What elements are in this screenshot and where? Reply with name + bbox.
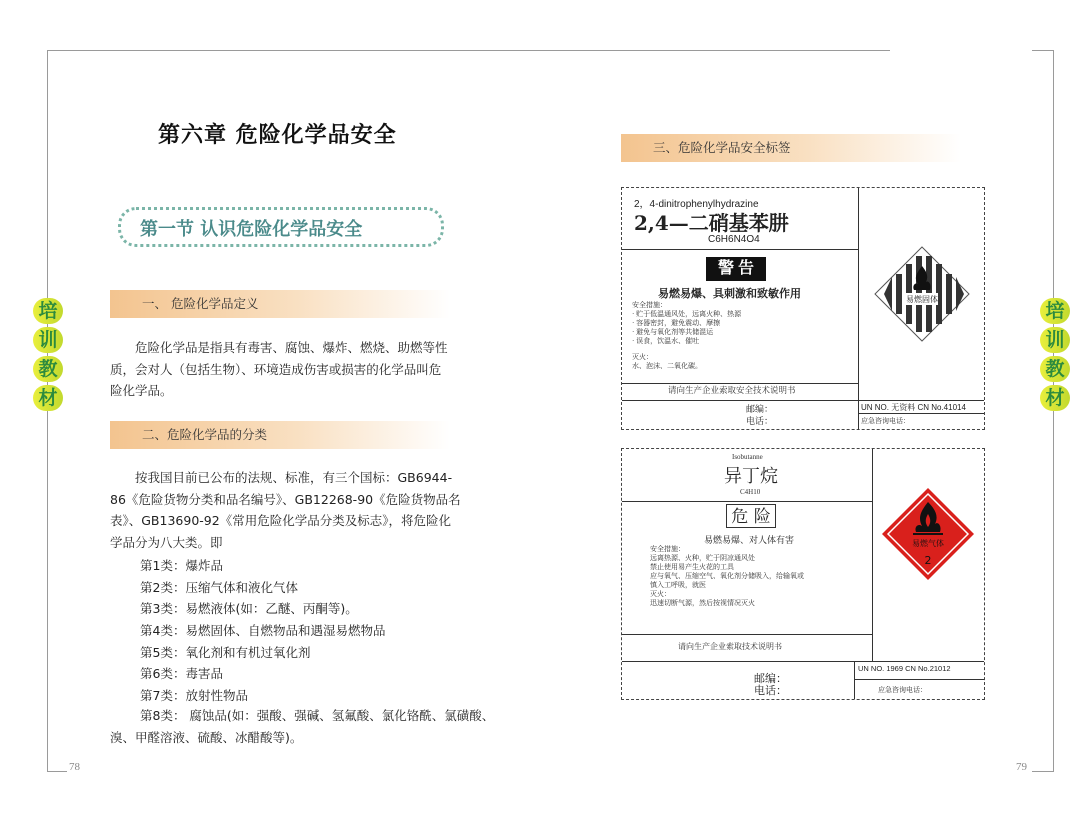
- label2-formula: C4H10: [740, 488, 761, 496]
- sub-header-classification: 二、危险化学品的分类: [110, 421, 450, 449]
- side-tab-char: 培: [33, 298, 63, 324]
- frame-left: [47, 50, 48, 772]
- side-tab-char: 教: [33, 356, 63, 382]
- label1-pictogram-text: 易燃固体: [906, 295, 938, 304]
- label2-pictogram-text: 易燃气体: [912, 539, 944, 548]
- safety-label-dinitrophenylhydrazine: [621, 187, 985, 430]
- label1-emergency-label: 应急咨询电话：: [861, 417, 910, 425]
- frame-top-right: [1032, 50, 1054, 51]
- side-tab-char: 培: [1040, 298, 1070, 324]
- sub-header-definition: 一、 危险化学品定义: [110, 290, 450, 318]
- label2-hazard-statement: 易燃易爆、对人体有害: [704, 535, 795, 545]
- side-tab-right: [1040, 298, 1070, 411]
- section-title: 第一节 认识危险化学品安全: [140, 219, 363, 240]
- label1-signal-word: 警 告: [706, 257, 766, 281]
- side-tab-char: 材: [1040, 385, 1070, 411]
- side-tab-char: 训: [33, 327, 63, 353]
- class-item: 第6类：毒害品: [140, 666, 223, 681]
- class-item-8: 第8类： 腐蚀品(如：强酸、强碱、氢氟酸、氯化铬酰、氯磺酸、溴、甲醛溶液、硫酸、冰醋酸等)。: [110, 708, 495, 745]
- sub-header-labels: 三、危险化学品安全标签: [621, 134, 961, 162]
- class-item: 第3类：易燃液体(如：乙醚、丙酮等)。: [140, 601, 358, 616]
- class-item: 第5类：氧化剂和有机过氧化剂: [140, 645, 311, 660]
- classification-paragraph: 按我国目前已公布的法规、标准，有三个国标：GB6944-86《危险货物分类和品名编号》、GB12268-90《危险货物品名表》、GB13690-92《常用危险化学品分类及标志》，将危险化学品分为八大类。即: [110, 470, 461, 550]
- page-number-right: 79: [1016, 761, 1027, 773]
- side-tab-char: 训: [1040, 327, 1070, 353]
- label2-precautions: 安全措施： 远离热源、火种，贮于阴凉通风处 禁止使用易产生火花的工具 应与氧气、压缩空气、氧化剂分储吸入，给输氧或 慎入工呼吸，就医 灭火： 迅速切断气源，然后按视情况灭火: [650, 545, 804, 607]
- side-tab-left: [33, 298, 63, 411]
- frame-top-left: [47, 50, 890, 51]
- definition-paragraph: 危险化学品是指具有毒害、腐蚀、爆炸、燃烧、助燃等性质，会对人（包括生物）、环境造成伤害或损害的化学品叫危险化学品。: [110, 340, 448, 398]
- label1-chinese-name: 2,4—二硝基苯肼: [634, 211, 789, 235]
- label2-postcode: 邮编：: [754, 673, 787, 685]
- label1-phone: 电话：: [746, 416, 774, 426]
- label1-english-name: 2，4-dinitrophenylhydrazine: [634, 199, 759, 210]
- label2-emergency-label: 应急咨询电话：: [878, 686, 927, 694]
- label2-un-number: UN NO. 1969 CN No.21012: [858, 664, 951, 673]
- label2-pictogram-class: 2: [924, 554, 932, 567]
- class-item: 第2类：压缩气体和液化气体: [140, 580, 298, 595]
- flammable-solid-pictogram: [872, 244, 972, 344]
- frame-bottom-right: [1032, 771, 1054, 772]
- label1-supplier-note: 请向生产企业索取安全技术说明书: [668, 385, 796, 395]
- flammable-gas-pictogram: [880, 486, 976, 582]
- label1-formula: C6H6N4O4: [708, 234, 760, 245]
- frame-right: [1053, 50, 1054, 772]
- page-number-left: 78: [69, 761, 80, 773]
- label2-signal-word: 危 险: [726, 504, 776, 528]
- label2-supplier-note: 请向生产企业索取技术说明书: [678, 642, 782, 651]
- label1-hazard-statement: 易燃易爆、具刺激和致敏作用: [658, 287, 801, 300]
- side-tab-char: 教: [1040, 356, 1070, 382]
- label2-chinese-name: 异丁烷: [724, 466, 778, 487]
- class-item: 第7类：放射性物品: [140, 688, 248, 703]
- class-item: 第1类：爆炸品: [140, 558, 223, 573]
- label2-phone: 电话：: [754, 685, 787, 697]
- label2-english-name: Isobutanne: [732, 453, 763, 461]
- label1-postcode: 邮编：: [746, 404, 774, 414]
- label1-un-number: UN NO. 无资料 CN No.41014: [861, 403, 966, 412]
- safety-label-isobutane: [621, 448, 985, 700]
- chapter-title: 第六章 危险化学品安全: [158, 123, 397, 148]
- label1-precautions: 安全措施： · 贮于低温通风处，远离火种、热源 · 容器密封，避免震动、摩擦 · 避免与氧化剂等共储混运 · 误食，饮温水、催吐 灭火： 水、泡沫、二氧化碳。: [632, 301, 742, 370]
- class-item: 第4类：易燃固体、自燃物品和遇湿易燃物品: [140, 623, 386, 638]
- side-tab-char: 材: [33, 385, 63, 411]
- frame-bottom-left: [47, 771, 67, 772]
